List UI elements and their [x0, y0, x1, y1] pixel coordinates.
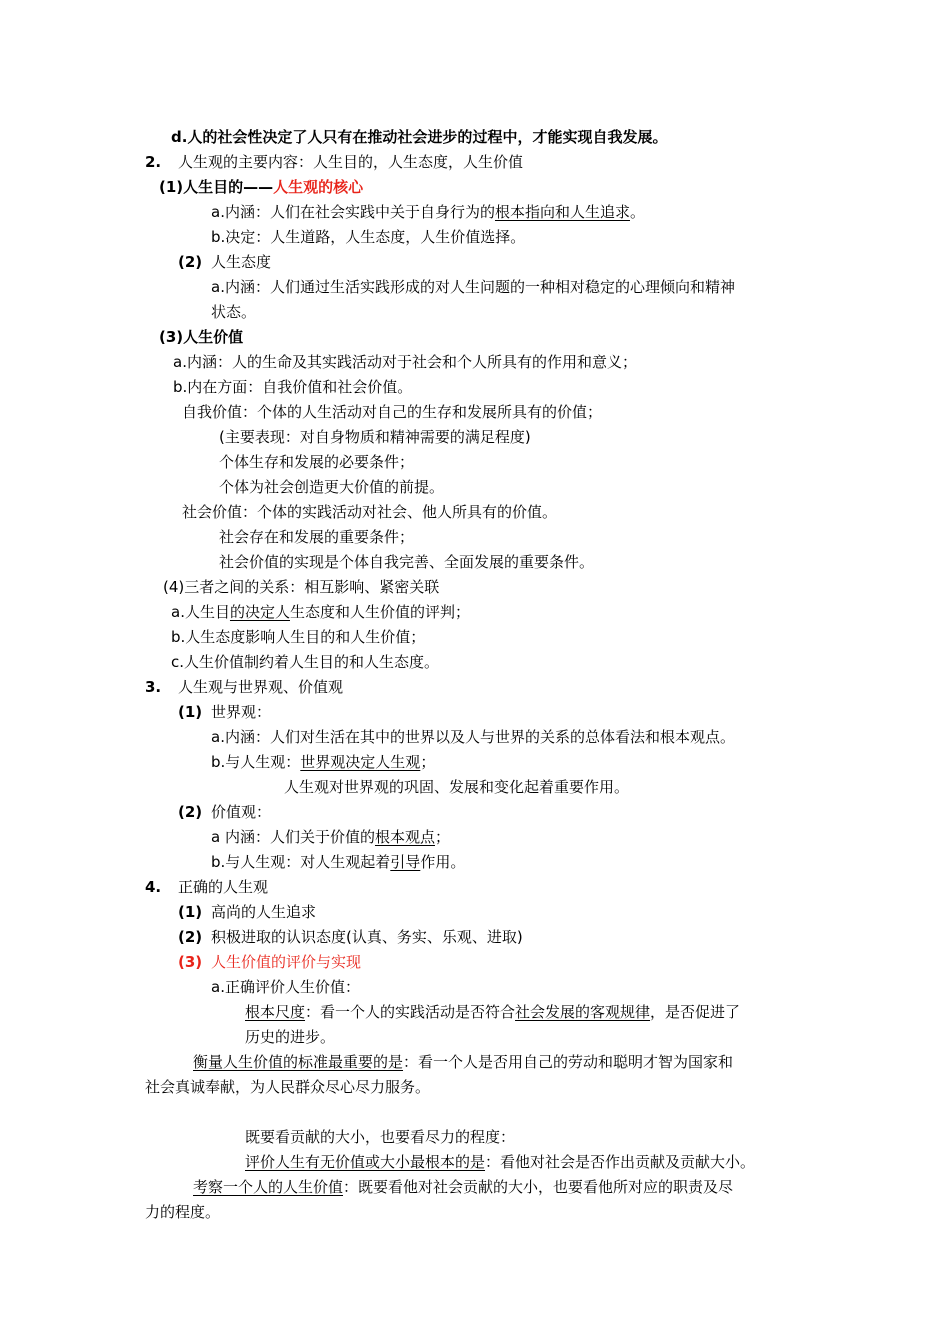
- fundamental-standard-end: ，是否促进了: [650, 1003, 741, 1021]
- values-num: (2): [178, 803, 203, 821]
- measure-standard: [193, 1052, 733, 1072]
- correct-3-evaluation-heading: 人生价值的评价与实现: [211, 953, 362, 971]
- life-attitude-connotation-line2: 状态。: [211, 303, 257, 321]
- values-relation-end: 作用。: [420, 853, 466, 871]
- inspect-value: [193, 1177, 733, 1197]
- fundamental-standard: [245, 1002, 740, 1022]
- item-d-social-nature: d.人的社会性决定了人只有在推动社会进步的过程中，才能实现自我发展。: [171, 128, 668, 146]
- measure-standard-underline: 衡量人生价值的标准最重要的是: [193, 1053, 404, 1071]
- evaluate-value: [245, 1152, 755, 1172]
- subsection-life-purpose: [159, 177, 363, 197]
- correct-1-num: (1): [178, 903, 203, 921]
- life-value-aspects: b.内在方面：自我价值和社会价值。: [173, 378, 413, 396]
- life-purpose-core-highlight: 人生观的核心: [273, 178, 364, 196]
- values-heading: 价值观：: [211, 803, 272, 821]
- subsection-life-value: (3)人生价值: [159, 328, 244, 346]
- subsection-life-attitude: 人生态度: [211, 253, 272, 271]
- life-purpose-connotation: [211, 202, 645, 222]
- relationship-a: [171, 602, 470, 622]
- inspect-value-text: ：既要看他对社会贡献的大小，也要看他所对应的职责及尽: [343, 1178, 734, 1196]
- values-fundamental-underline: 根本观点: [374, 828, 435, 846]
- section-3-heading: 人生观与世界观、价值观: [178, 678, 344, 696]
- correct-3-num: (3): [178, 953, 203, 971]
- values-relation-text: b.与人生观：对人生观起着: [211, 853, 391, 871]
- self-value-condition: 个体生存和发展的必要条件；: [219, 453, 415, 471]
- relationship-c: c.人生价值制约着人生目的和人生态度。: [171, 653, 440, 671]
- section-4-heading: 正确的人生观: [178, 878, 269, 896]
- section-2-num: 2.: [145, 153, 162, 171]
- fundamental-standard-2: 历史的进步。: [245, 1028, 336, 1046]
- relationship-a-start: a.人生目: [171, 603, 230, 621]
- correct-2-attitude: 积极进取的认识态度(认真、务实、乐观、进取): [211, 928, 523, 946]
- worldview-connotation: a.内涵：人们对生活在其中的世界以及人与世界的关系的总体看法和根本观点。: [211, 728, 735, 746]
- section-2-heading: 人生观的主要内容：人生目的，人生态度，人生价值: [178, 153, 524, 171]
- social-value-condition: 社会存在和发展的重要条件；: [219, 528, 415, 546]
- life-purpose-connotation-underline: 根本指向和人生追求: [494, 203, 630, 221]
- social-value-definition: 社会价值：个体的实践活动对社会、他人所具有的价值。: [182, 503, 558, 521]
- measure-standard-text: ：看一个人是否用自己的劳动和聪明才智为国家和: [403, 1053, 734, 1071]
- values-connotation-end: ；: [434, 828, 450, 846]
- subsection-life-purpose-label: (1)人生目的——: [159, 178, 274, 196]
- evaluate-value-text: ：看他对社会是否作出贡献及贡献大小。: [485, 1153, 756, 1171]
- life-purpose-connotation-end: 。: [629, 203, 645, 221]
- correct-1-noble-pursuit: 高尚的人生追求: [211, 903, 317, 921]
- life-attitude-connotation-line1: a.内涵：人们通过生活实践形成的对人生问题的一种相对稳定的心理倾向和精神: [211, 278, 735, 296]
- fundamental-standard-underline: 根本尺度: [245, 1003, 306, 1021]
- worldview-num: (1): [178, 703, 203, 721]
- subsection-2-num: (2): [178, 253, 203, 271]
- values-connotation: [211, 827, 450, 847]
- correct-2-num: (2): [178, 928, 203, 946]
- self-value-definition: 自我价值：个体的人生活动对自己的生存和发展所具有的价值；: [182, 403, 603, 421]
- objective-law-underline: 社会发展的客观规律: [515, 1003, 651, 1021]
- worldview-relation-label: b.与人生观：: [211, 753, 301, 771]
- correct-evaluation-intro: a.正确评价人生价值：: [211, 978, 360, 996]
- measure-standard-2: 社会真诚奉献，为人民群众尽心尽力服务。: [145, 1078, 431, 1096]
- self-value-manifestation: (主要表现：对自身物质和精神需要的满足程度): [219, 428, 531, 446]
- life-value-connotation: a.内涵：人的生命及其实践活动对于社会和个人所具有的作用和意义；: [173, 353, 637, 371]
- fundamental-standard-text: ：看一个人的实践活动是否符合: [305, 1003, 516, 1021]
- values-guide-underline: 引导: [390, 853, 421, 871]
- worldview-determines-underline: 世界观决定人生观: [300, 753, 421, 771]
- section-4-num: 4.: [145, 878, 162, 896]
- subsection-relationship: (4)三者之间的关系：相互影响、紧密关联: [163, 578, 440, 596]
- worldview-relation-end: ；: [420, 753, 436, 771]
- relationship-a-underline: 的决定人: [229, 603, 290, 621]
- self-value-premise: 个体为社会创造更大价值的前提。: [219, 478, 445, 496]
- relationship-a-end: 生态度和人生价值的评判；: [289, 603, 470, 621]
- worldview-relation: [211, 752, 435, 772]
- inspect-value-underline: 考察一个人的人生价值: [193, 1178, 344, 1196]
- values-relation: [211, 852, 465, 872]
- contribution-and-effort: 既要看贡献的大小，也要看尽力的程度：: [245, 1128, 516, 1146]
- values-connotation-text: a 内涵：人们关于价值的: [211, 828, 375, 846]
- worldview-heading: 世界观：: [211, 703, 272, 721]
- social-value-realization: 社会价值的实现是个体自我完善、全面发展的重要条件。: [219, 553, 595, 571]
- section-3-num: 3.: [145, 678, 162, 696]
- life-purpose-connotation-text: a.内涵：人们在社会实践中关于自身行为的: [211, 203, 495, 221]
- life-purpose-determines: b.决定：人生道路，人生态度，人生价值选择。: [211, 228, 526, 246]
- inspect-value-2: 力的程度。: [145, 1203, 221, 1221]
- relationship-b: b.人生态度影响人生目的和人生价值；: [171, 628, 426, 646]
- worldview-relation-2: 人生观对世界观的巩固、发展和变化起着重要作用。: [284, 778, 630, 796]
- evaluate-value-underline: 评价人生有无价值或大小最根本的是: [245, 1153, 486, 1171]
